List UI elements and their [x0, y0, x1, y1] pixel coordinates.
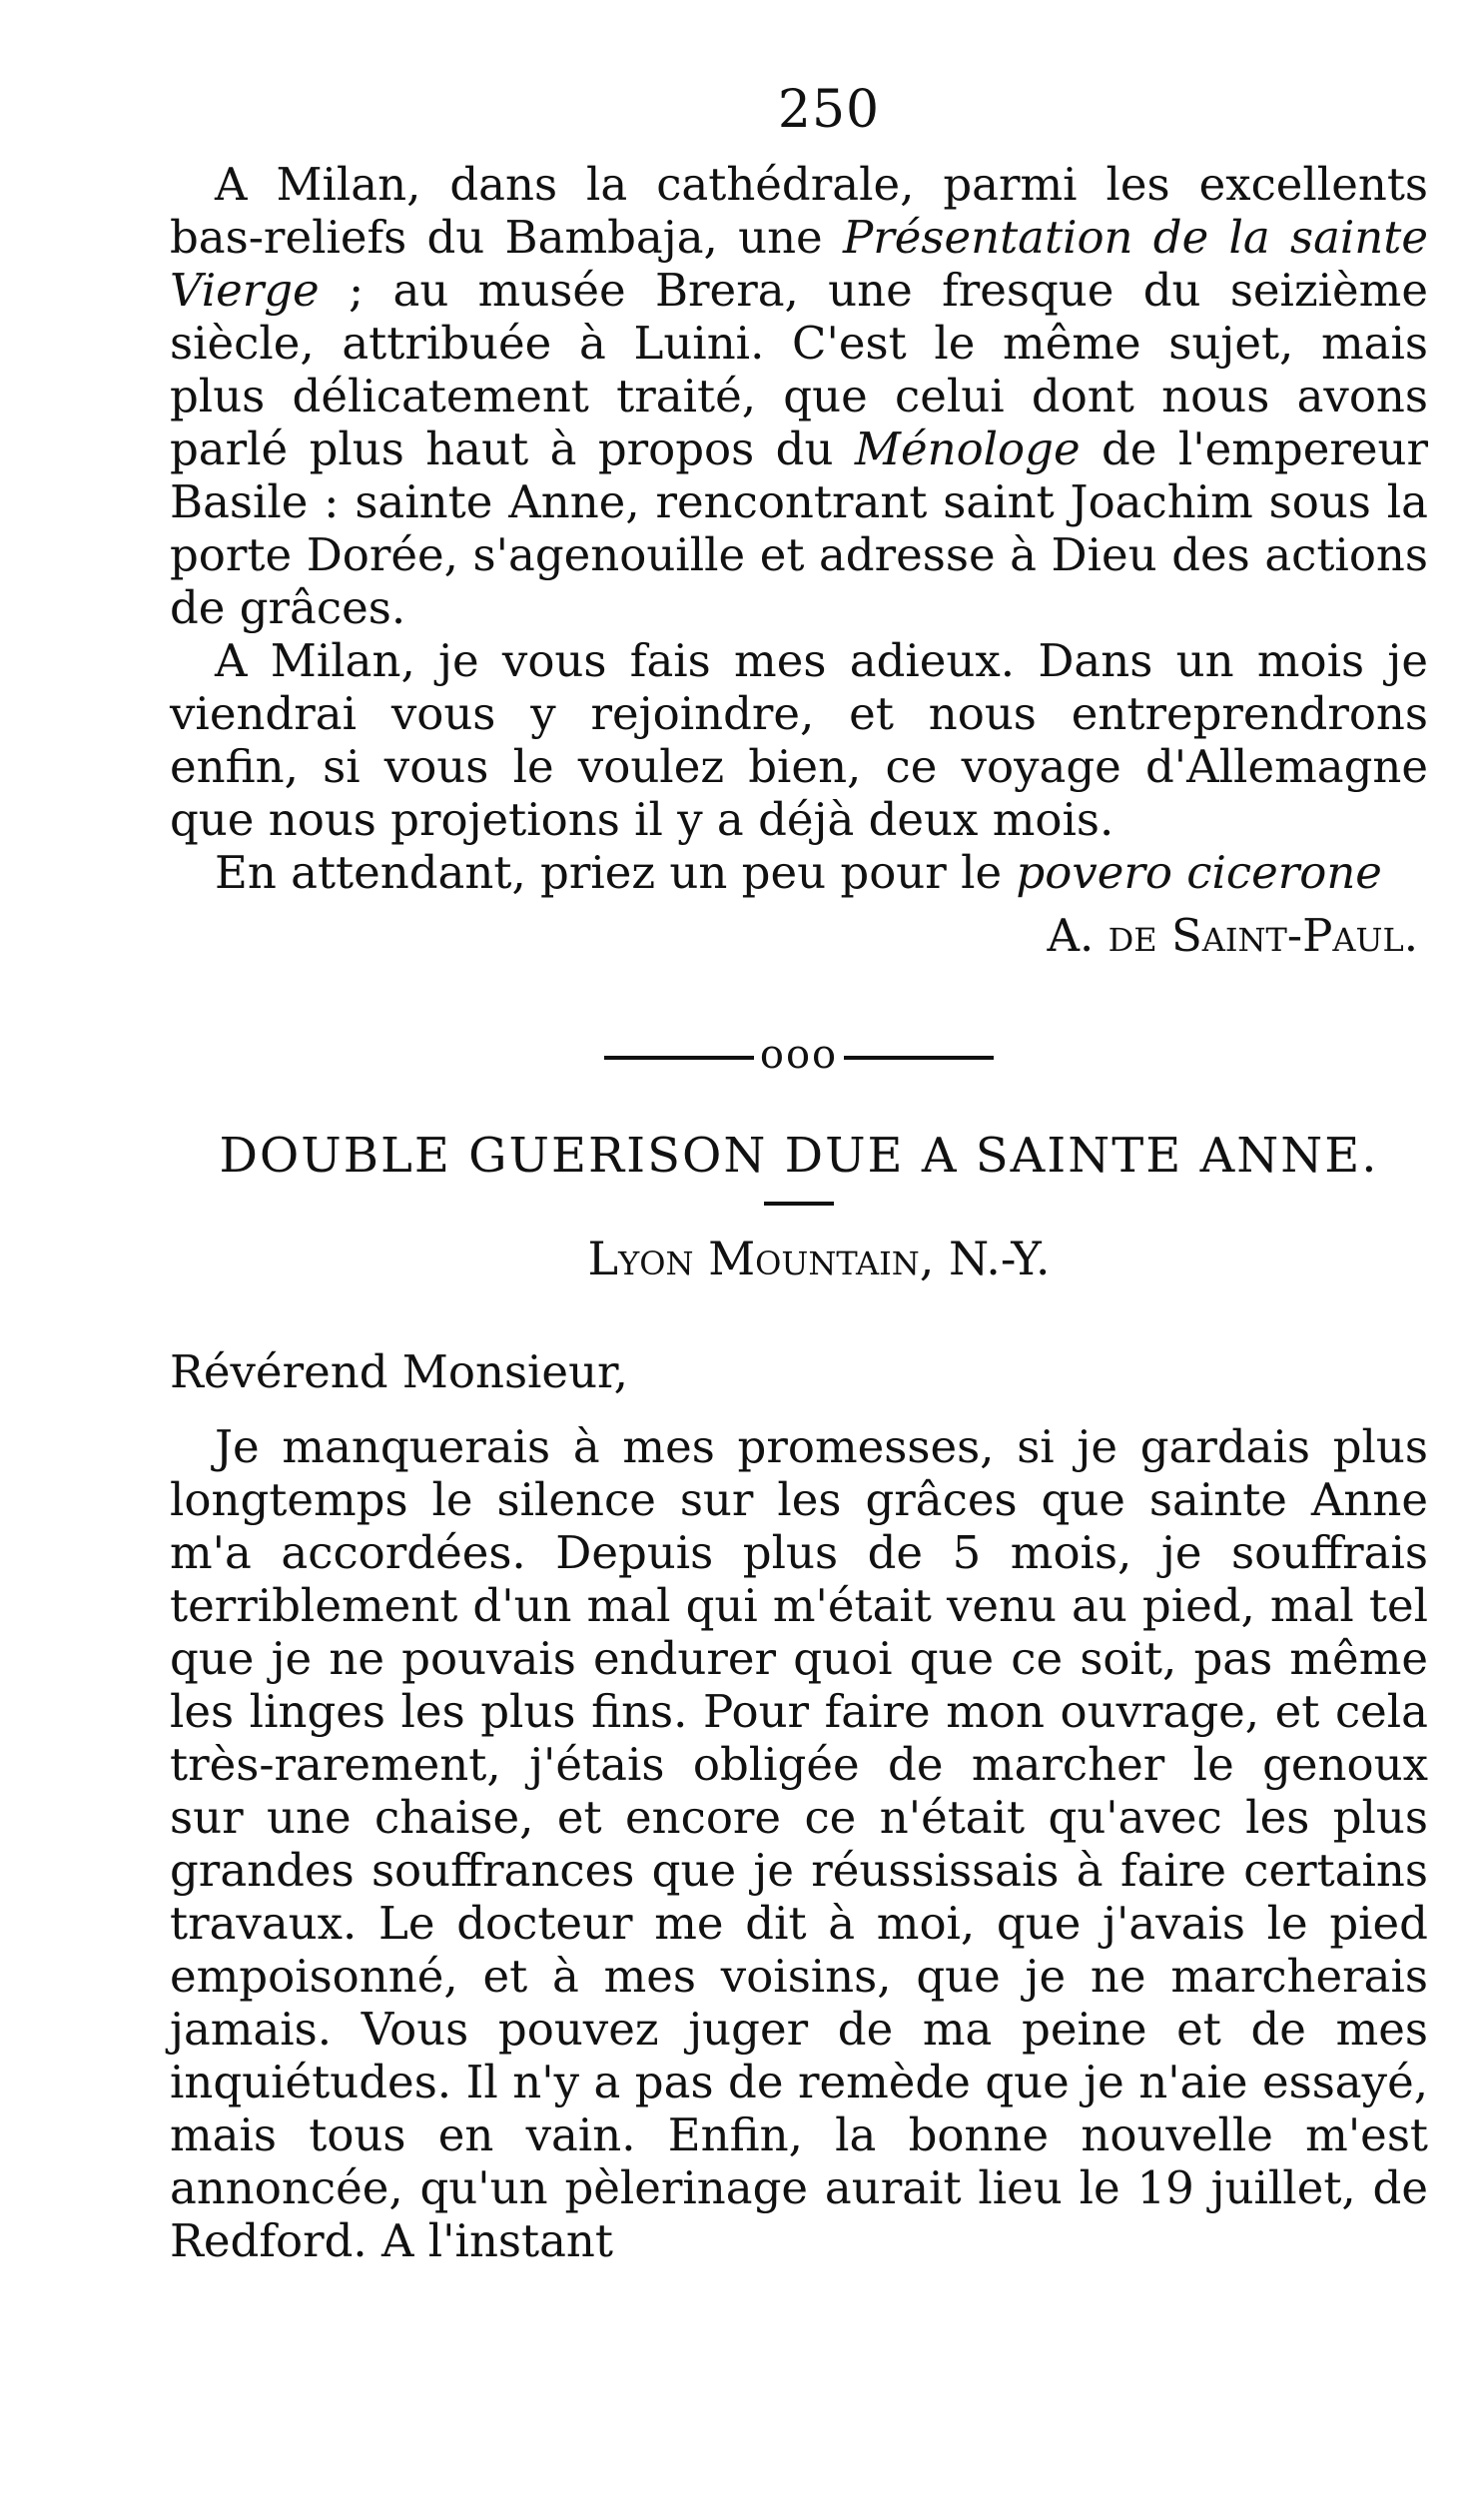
paragraph-text: ; au musée Brera, une fresque du seizième siècle, attribuée à Luini. C'est le même sujet, mais plus délicatement traité, que celui dont nous avons parlé plus haut à propos du	[170, 264, 1428, 475]
book-page	[170, 80, 1428, 2477]
paragraph-text: A Milan, dans la cathédrale, parmi les excellents bas-reliefs du Bambaja, une	[170, 158, 1428, 264]
paragraph-farewell: A Milan, je vous fais mes adieux. Dans un mois je viendrai vous y rejoindre, et nous entreprendrons enfin, si vous le voulez bien, ce voyage d'Allemagne que nous projetions il y a déjà deux mois.	[170, 634, 1428, 846]
divider-ornament: ooo	[759, 1032, 839, 1078]
italic-title-menologe: Ménologe	[854, 422, 1081, 475]
italic-povero-cicerone: povero cicerone	[1016, 846, 1382, 899]
article-title: DOUBLE GUERISON DUE A SAINTE ANNE.	[219, 1128, 1379, 1184]
salutation: Révérend Monsieur,	[170, 1345, 628, 1398]
paragraph-text: En attendant, priez un peu pour le	[215, 846, 1017, 899]
paragraph-text: de l'empereur Basile : sainte Anne, rencontrant saint Joachim sous la porte Dorée, s'agenouille et adresse à Dieu des actions de grâces.	[170, 422, 1428, 634]
article-place: Lyon Mountain, N.-Y.	[587, 1232, 1051, 1285]
ornamental-divider	[170, 1032, 1428, 1078]
italic-title-presentation: Présentation de la sainte Vierge	[170, 211, 1428, 317]
article-body: Je manquerais à mes promesses, si je gardais plus longtemps le silence sur les grâces que sainte Anne m'a accordées. Depuis plus de 5 mois, je souffrais terriblement d'un mal qui m'était venu au pied, mal tel que je ne pouvais endurer quoi que ce soit, pas même les linges les plus fins. Pour faire mon ouvrage, et cela très-rarement, j'étais obligée de marcher le genoux sur une chaise, et encore ce n'était qu'avec les plus grandes souffrances que je réussissais à faire certains travaux. Le docteur me dit à moi, que j'avais le pied empoisonné, et à mes voisins, que je ne marcherais jamais. Vous pouvez juger de ma peine et de mes inquiétudes. Il n'y a pas de remède que je n'aie essayé, mais tous en vain. Enfin, la bonne nouvelle m'est annoncée, qu'un pèlerinage aurait lieu le 19 juillet, de Redford. A l'instant	[170, 1420, 1428, 2267]
title-rule	[764, 1202, 834, 1206]
divider-rule-right	[844, 1056, 994, 1060]
paragraph-closing	[170, 846, 1428, 899]
signature: A. de Saint-Paul.	[1047, 909, 1418, 962]
paragraph-milan-cathedral	[170, 158, 1428, 634]
divider-rule-left	[604, 1056, 754, 1060]
page-number: 250	[777, 80, 881, 140]
